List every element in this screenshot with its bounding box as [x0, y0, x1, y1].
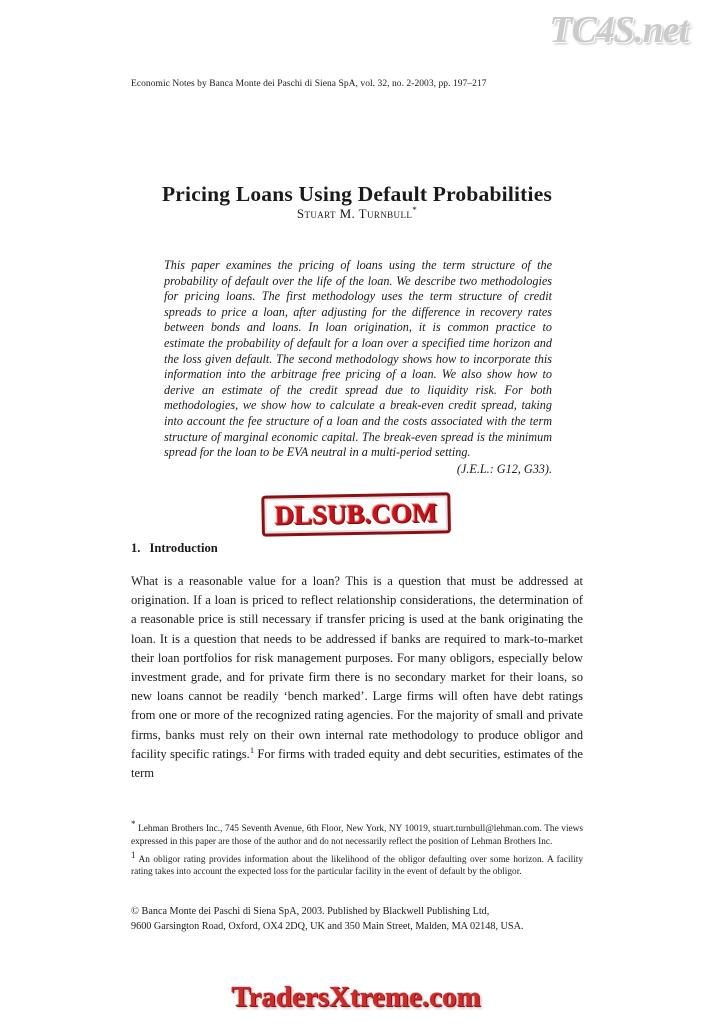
footnote-star-text: Lehman Brothers Inc., 745 Seventh Avenue, 6th Floor, New York, NY 10019, stuart.turnbull@lehman.com. The views expressed in this paper are those of the author and do not necessarily reflect the position of Lehman Brothers Inc. [131, 824, 583, 847]
body-paragraph-1 [131, 572, 583, 783]
watermark-top: TC4S.net [549, 9, 688, 51]
journal-citation: Economic Notes by Banca Monte dei Paschi di Siena SpA, vol. 32, no. 2-2003, pp. 197–217 [131, 79, 487, 89]
author-name: Stuart M. Turnbull [296, 206, 413, 221]
section-number: 1. [131, 541, 141, 555]
abstract-jel-codes: (J.E.L.: G12, G33). [456, 461, 552, 476]
watermark-bottom: TradersXtreme.com [231, 981, 481, 1013]
copyright-line-2: 9600 Garsington Road, Oxford, OX4 2DQ, UK and 350 Main Street, Malden, MA 02148, USA. [131, 920, 524, 932]
section-title: Introduction [149, 541, 218, 555]
author-footnote-marker: * [412, 205, 418, 215]
footnote-star-marker: * [131, 819, 136, 829]
footnotes [131, 818, 583, 880]
copyright-symbol: © [131, 906, 139, 917]
page-title: Pricing Loans Using Default Probabilities [161, 182, 553, 207]
watermark-middle: DLSUB.COM [261, 492, 450, 536]
paragraph-text-end: For firms with traded equity and debt securities, estimates of the term [131, 746, 584, 781]
footnote-1-text: An obligor rating provides information about the likelihood of the obligor defaulting over some horizon. A facility rating takes into account the expected loss for the particular facility in the event of default by the obligor. [131, 855, 583, 878]
abstract [164, 258, 552, 477]
footnote-1-marker: 1 [131, 849, 136, 860]
paragraph-text: What is a reasonable value for a loan? This is a question that must be addressed at origination. If a loan is priced to reflect relationship considerations, the determination of a reasonable price is still necessary if transfer pricing is used at the bank originating the loan. It is a question that needs to be addressed if banks are required to mark-to-market their loan portfolios for risk management purposes. For many obligors, especially below investment grade, and for private firm there is no secondary market for their loans, so new loans cannot be readily ‘bench marked’. Large firms will often have debt ratings from one or more of the recognized rating agencies. For the majority of small and private firms, banks must rely on their own internal rate methodology to produce obligor and facility specific ratings. [131, 574, 583, 761]
section-heading [131, 541, 218, 556]
copyright-line-1: Banca Monte dei Paschi di Siena SpA, 2003. Published by Blackwell Publishing Ltd, [141, 906, 490, 917]
copyright-block [131, 905, 601, 934]
footnote-ref-1: 1 [249, 744, 255, 755]
footnote-star [131, 818, 583, 848]
author-line [131, 205, 583, 222]
abstract-text: This paper examines the pricing of loans using the term structure of the probability of default over the life of the loan. We describe two methodologies for pricing loans. The first methodology uses the term structure of credit spreads to price a loan, after adjusting for the difference in recovery rates between bonds and loans. In loan origination, it is common practice to estimate the probability of default for a loan over a specified time horizon and the loss given default. The second methodology shows how to incorporate this information into the arbitrage free pricing of a loan. We also show how to derive an estimate of the credit spread due to liquidity risk. For both methodologies, we show how to calculate a break-even credit spread, taking into account the fee structure of a loan and the costs associated with the term structure of marginal economic capital. The break-even spread is the minimum spread for the loan to be EVA neutral in a multi-period setting. [164, 258, 552, 460]
footnote-1 [131, 849, 583, 879]
